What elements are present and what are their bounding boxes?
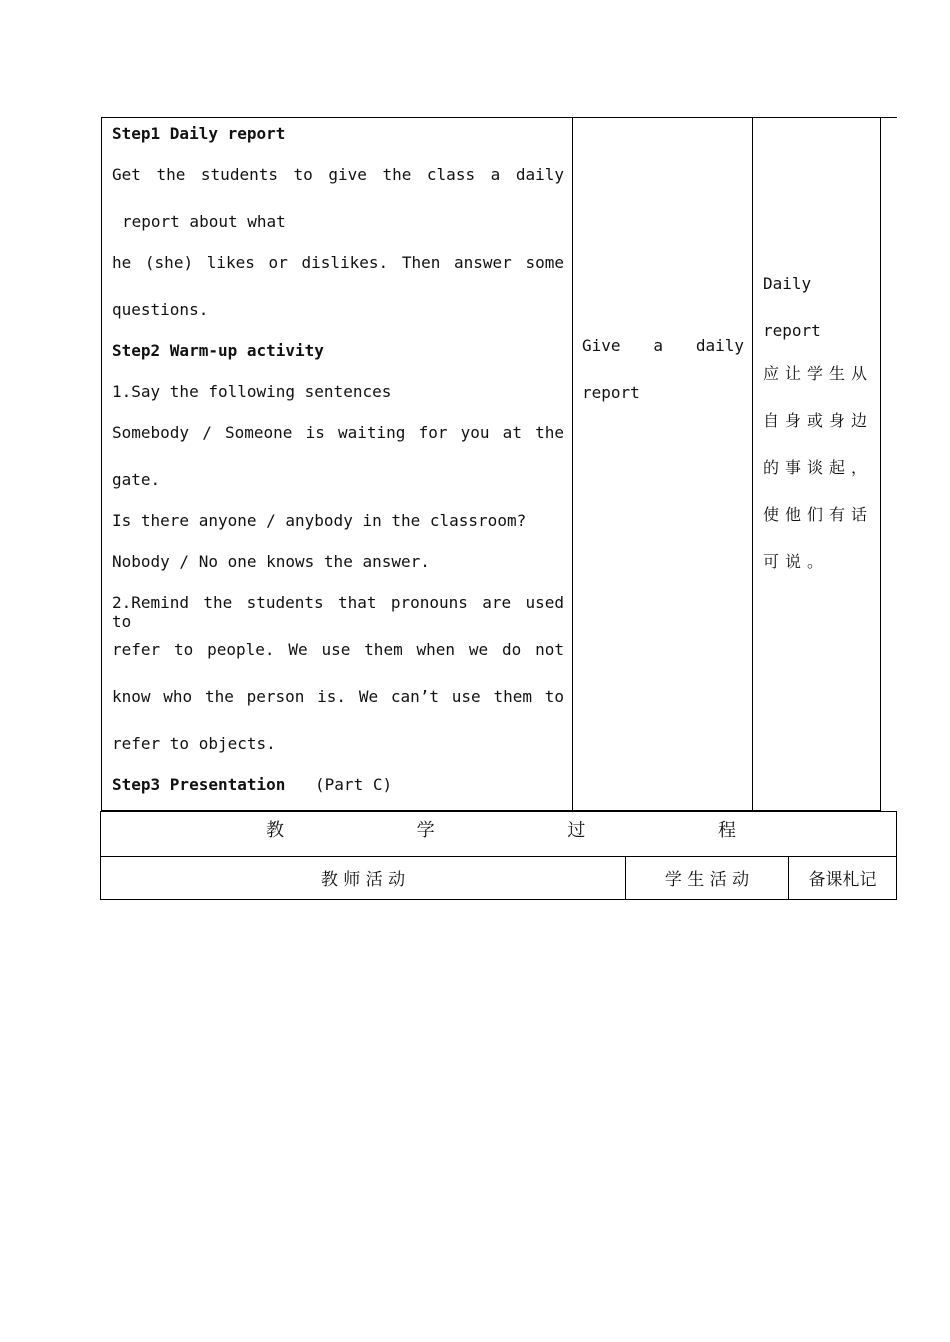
student-activity-header: 学 生 活 动 bbox=[664, 870, 750, 890]
step1-text-line: he (she) likes or dislikes. Then answer some bbox=[112, 253, 564, 272]
table-edge-tick bbox=[880, 117, 897, 118]
process-title-char: 过 bbox=[567, 820, 586, 841]
teacher-activity-header: 教 师 活 动 bbox=[320, 870, 406, 890]
student-activity-cell bbox=[582, 336, 744, 402]
table-outer-edge bbox=[880, 117, 881, 811]
step1-heading: Step1 Daily report bbox=[112, 124, 286, 143]
column-divider-student-notes bbox=[752, 118, 753, 810]
notes-header: 备课札记 bbox=[808, 870, 877, 890]
student-activity-text: Give a daily bbox=[582, 336, 744, 355]
step3-heading-row bbox=[112, 775, 564, 794]
step2-item: know who the person is. We can’t use them to bbox=[112, 687, 564, 706]
step1-text-line: questions. bbox=[112, 300, 209, 319]
step2-item: 1.Say the following sentences bbox=[112, 382, 392, 401]
column-divider-teacher-student bbox=[572, 118, 573, 810]
column-header-row bbox=[101, 856, 896, 899]
step3-heading: Step3 Presentation bbox=[112, 775, 286, 794]
teaching-process-header bbox=[100, 811, 897, 900]
notes-chinese: 自身或身边 bbox=[763, 411, 874, 430]
notes-text: report bbox=[763, 321, 821, 340]
step1-text-line: Get the students to give the class a daily bbox=[112, 165, 564, 184]
process-title-char: 教 bbox=[266, 820, 284, 841]
example-sentence: Somebody / Someone is waiting for you at the bbox=[112, 423, 564, 442]
step2-item: refer to objects. bbox=[112, 734, 276, 753]
step3-part: (Part C) bbox=[315, 775, 393, 794]
process-title-char: 程 bbox=[717, 820, 736, 841]
step2-item: 2.Remind the students that pronouns are used to bbox=[112, 593, 564, 631]
step1-text-line: report about what bbox=[122, 212, 286, 231]
notes-text: Daily bbox=[763, 274, 812, 293]
teacher-activity-cell bbox=[112, 124, 564, 794]
notes-chinese: 可说。 bbox=[763, 552, 830, 571]
lesson-notes-cell bbox=[763, 274, 875, 572]
notes-chinese: 应让学生从 bbox=[763, 364, 874, 383]
process-title-row bbox=[101, 812, 896, 857]
process-title-char: 学 bbox=[416, 820, 435, 841]
student-activity-text: report bbox=[582, 383, 640, 402]
notes-chinese: 的事谈起， bbox=[763, 458, 874, 477]
notes-chinese: 使他们有话 bbox=[763, 505, 874, 524]
process-title bbox=[266, 816, 736, 842]
step2-heading: Step2 Warm-up activity bbox=[112, 341, 324, 360]
example-sentence: gate. bbox=[112, 470, 161, 489]
step2-item: refer to people. We use them when we do not bbox=[112, 640, 564, 659]
lesson-content-table bbox=[101, 117, 881, 811]
example-sentence: Nobody / No one knows the answer. bbox=[112, 552, 430, 571]
example-sentence: Is there anyone / anybody in the classroom? bbox=[112, 511, 527, 530]
